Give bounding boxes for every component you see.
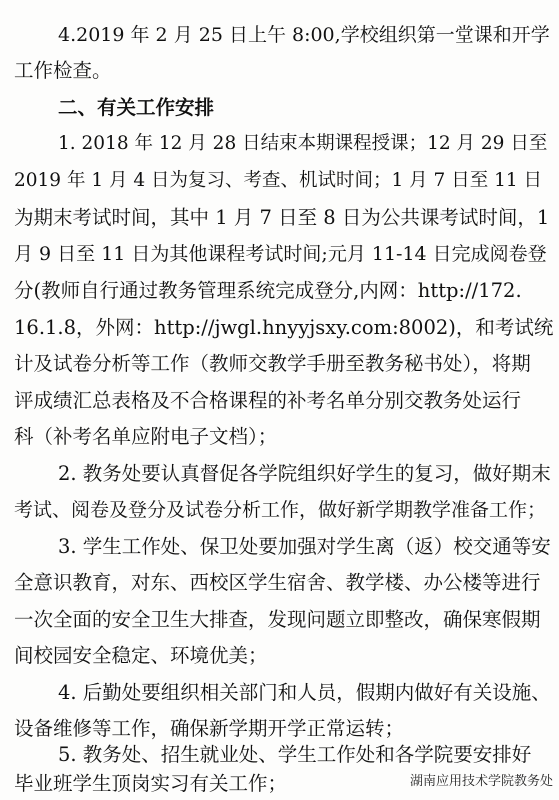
text-line: 4.2019 年 2 月 25 日上午 8:00,学校组织第一堂课和开学 bbox=[58, 24, 550, 46]
text-line: 考试、阅卷及登分及试卷分析工作，做好新学期教学准备工作； bbox=[14, 499, 547, 521]
text-line: 为期末考试时间，其中 1 月 7 日至 8 日为公共课考试时间，1 bbox=[14, 206, 550, 229]
text-line: 设备维修等工作，确保新学期开学正常运转； bbox=[14, 717, 405, 740]
text-line: 2019 年 1 月 4 日为复习、考查、机试时间；1 月 7 日至 11 日 bbox=[14, 170, 543, 191]
text-line: 评成绩汇总表格及不合格课程的补考名单分别交教务处运行 bbox=[14, 389, 522, 412]
text-line: 5. 教务处、招生就业处、学生工作处和各学院要安排好 bbox=[58, 743, 532, 766]
text-line: 计及试卷分析等工作（教师交教学手册至教务秘书处），将期 bbox=[14, 352, 531, 375]
text-line: 3. 学生工作处、保卫处要加强对学生离（返）校交通等安 bbox=[58, 535, 551, 558]
text-line: 间校园安全稳定、环境优美； bbox=[14, 644, 268, 667]
text-line: 4. 后勤处要组织相关部门和人员，假期内做好有关设施、 bbox=[58, 681, 551, 704]
publisher-watermark: 湖南应用技术学院教务处 bbox=[409, 774, 553, 789]
text-line: 工作检查。 bbox=[14, 59, 112, 82]
text-line: 毕业班学生顶岗实习有关工作； bbox=[14, 772, 288, 795]
text-line: 一次全面的安全卫生大排查，发现问题立即整改，确保寒假期 bbox=[14, 608, 541, 631]
text-line: 科（补考名单应附电子文档）； bbox=[14, 425, 278, 448]
text-line: 1. 2018 年 12 月 28 日结束本期课程授课；12 月 29 日至 bbox=[58, 133, 548, 154]
text-line: 分(教师自行通过教务管理系统完成登分,内网：http://172. bbox=[14, 279, 522, 302]
text-line: 16.1.8，外网：http://jwgl.hnyyjsxy.com:8002)，和考试统 bbox=[14, 316, 554, 339]
section-heading: 二、有关工作安排 bbox=[58, 96, 215, 119]
text-line: 月 9 日至 11 日为其他课程考试时间;元月 11-14 日完成阅卷登 bbox=[14, 243, 547, 265]
text-line: 2. 教务处要认真督促各学院组织好学生的复习，做好期末 bbox=[58, 462, 551, 485]
text-line: 全意识教育，对东、西校区学生宿舍、教学楼、办公楼等进行 bbox=[14, 571, 541, 594]
